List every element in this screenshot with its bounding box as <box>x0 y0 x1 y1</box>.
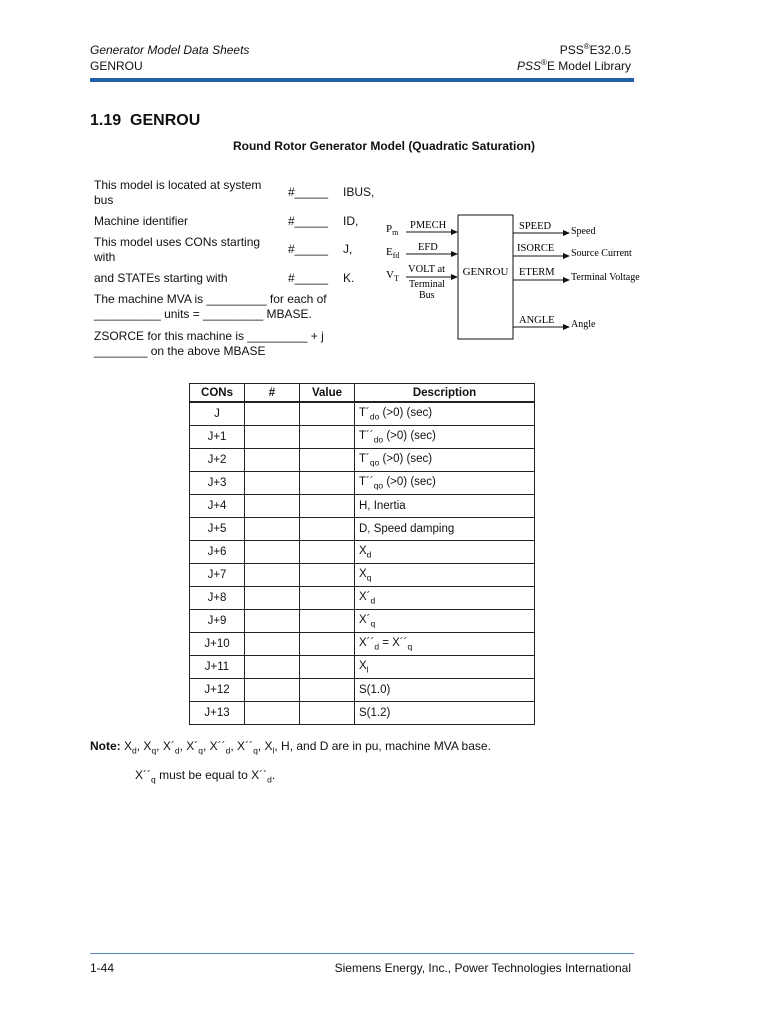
cell-con: J+13 <box>190 702 245 725</box>
cell-number <box>245 702 300 725</box>
output-speed-desc: Speed <box>571 226 596 237</box>
info-label-states: and STATEs starting with <box>94 271 228 285</box>
cell-con: J+3 <box>190 472 245 495</box>
header-model-name: GENROU <box>90 59 143 73</box>
input-pmech-signal: PMECH <box>410 220 447 231</box>
cell-number <box>245 679 300 702</box>
cell-number <box>245 495 300 518</box>
input-volt-signal-line2: Terminal <box>409 279 445 290</box>
cons-table <box>189 383 535 725</box>
table-row <box>190 426 535 449</box>
info-label-bus: This model is located at system bus <box>94 178 262 207</box>
output-speed-signal: SPEED <box>519 221 552 232</box>
info-suffix-id: ID, <box>343 214 359 228</box>
genrou-block-diagram <box>380 205 660 345</box>
cell-value <box>300 587 355 610</box>
cell-number <box>245 472 300 495</box>
table-row <box>190 610 535 633</box>
cell-con: J+6 <box>190 541 245 564</box>
info-suffix-bus: IBUS, <box>343 185 375 199</box>
cell-con: J+8 <box>190 587 245 610</box>
cell-description: $X´_q$ <box>355 610 535 633</box>
cell-value <box>300 564 355 587</box>
cell-number <box>245 633 300 656</box>
table-row <box>190 702 535 725</box>
table-row <box>190 541 535 564</box>
cell-description: S(1.0) <box>355 679 535 702</box>
info-zsorce-line1: ZSORCE for this machine is _________ + j <box>94 329 324 343</box>
input-vt-symbol: $V_T$ <box>386 269 399 283</box>
section-title: 1.19 GENROU <box>90 112 201 129</box>
cell-value <box>300 426 355 449</box>
output-isorce-signal: ISORCE <box>517 243 555 254</box>
cell-description: D, Speed damping <box>355 518 535 541</box>
cell-con: J+11 <box>190 656 245 679</box>
input-efd-signal: EFD <box>418 242 438 253</box>
cell-value <box>300 633 355 656</box>
cell-number <box>245 564 300 587</box>
info-field-id: #_____ <box>288 214 329 228</box>
cell-number <box>245 610 300 633</box>
input-pm-symbol: $P_m$ <box>386 223 399 237</box>
cell-value <box>300 679 355 702</box>
table-row <box>190 402 535 426</box>
input-efd-symbol: $E_{fd}$ <box>386 246 400 260</box>
cell-con: J+2 <box>190 449 245 472</box>
cell-description: $T´_{do}$ (>0) (sec) <box>355 402 535 426</box>
note-text: $X_d$, $X_q$, $X´_d$, $X´_q$, $X´´_d$, $X´´_q$, $X_l$, H, and D are in pu, machine MVA base. <box>124 739 491 756</box>
table-row <box>190 564 535 587</box>
info-zsorce-line2: ________ on the above MBASE <box>94 344 266 358</box>
cell-value <box>300 449 355 472</box>
cell-value <box>300 518 355 541</box>
input-volt-signal-line3: Bus <box>419 290 435 301</box>
cell-con: J <box>190 402 245 426</box>
footer-rule <box>90 953 634 954</box>
cell-number <box>245 587 300 610</box>
cell-number <box>245 402 300 426</box>
info-label-cons: This model uses CONs starting with <box>94 235 261 264</box>
cell-con: J+4 <box>190 495 245 518</box>
cell-value <box>300 702 355 725</box>
note-label: Note: <box>90 739 121 753</box>
info-mva-line1: The machine MVA is _________ for each of <box>94 292 327 306</box>
table-row <box>190 495 535 518</box>
cell-value <box>300 610 355 633</box>
table-row <box>190 656 535 679</box>
cell-value <box>300 472 355 495</box>
note-line2: $X´´_q$ must be equal to $X´´_d$. <box>135 768 276 785</box>
output-eterm-signal: ETERM <box>519 267 555 278</box>
header-number: # <box>245 384 300 403</box>
info-suffix-states: K. <box>343 271 355 285</box>
cell-con: J+10 <box>190 633 245 656</box>
header-product-version: PSS®E32.0.5 <box>559 42 631 57</box>
footer-company: Siemens Energy, Inc., Power Technologies International <box>334 961 631 975</box>
cell-number <box>245 426 300 449</box>
header-value: Value <box>300 384 355 403</box>
cell-description: $X_l$ <box>355 656 535 679</box>
cell-number <box>245 449 300 472</box>
info-mva-line2: __________ units = _________ MBASE. <box>94 307 312 321</box>
cell-value <box>300 541 355 564</box>
info-suffix-cons: J, <box>343 242 353 256</box>
cell-value <box>300 495 355 518</box>
cell-value <box>300 402 355 426</box>
table-row <box>190 472 535 495</box>
output-isorce-desc: Source Current <box>571 248 632 259</box>
cell-description: $T´´_{do}$ (>0) (sec) <box>355 426 535 449</box>
note <box>90 739 491 758</box>
cell-description: S(1.2) <box>355 702 535 725</box>
info-label-id: Machine identifier <box>94 214 189 228</box>
header-doc-title: Generator Model Data Sheets <box>90 43 250 57</box>
output-angle-signal: ANGLE <box>519 315 555 326</box>
info-field-cons: #_____ <box>288 242 329 256</box>
cons-table-header-row <box>190 384 535 403</box>
cell-value <box>300 656 355 679</box>
section-subtitle: Round Rotor Generator Model (Quadratic Saturation) <box>232 139 535 153</box>
cell-con: J+9 <box>190 610 245 633</box>
output-eterm-desc: Terminal Voltage <box>571 272 640 283</box>
cell-description: $X´´_d$ = $X´´_q$ <box>355 633 535 656</box>
footer-page-number: 1-44 <box>90 961 115 975</box>
table-row <box>190 518 535 541</box>
cell-number <box>245 518 300 541</box>
header-library-name: PSS®E Model Library <box>517 58 631 73</box>
cell-con: J+1 <box>190 426 245 449</box>
cell-con: J+5 <box>190 518 245 541</box>
cell-description: $T´´_{qo}$ (>0) (sec) <box>355 472 535 495</box>
info-field-bus: #_____ <box>288 185 329 199</box>
cell-description: $X_q$ <box>355 564 535 587</box>
cell-con: J+12 <box>190 679 245 702</box>
table-row <box>190 633 535 656</box>
cell-number <box>245 656 300 679</box>
output-angle-desc: Angle <box>571 319 596 330</box>
block-label: GENROU <box>462 266 509 278</box>
header-cons: CONs <box>190 384 245 403</box>
header-description: Description <box>355 384 535 403</box>
cell-number <box>245 541 300 564</box>
cell-description: $X_d$ <box>355 541 535 564</box>
cell-description: $X´_d$ <box>355 587 535 610</box>
cell-description: H, Inertia <box>355 495 535 518</box>
table-row <box>190 587 535 610</box>
input-volt-signal: VOLT at <box>408 264 446 275</box>
table-row <box>190 679 535 702</box>
cell-con: J+7 <box>190 564 245 587</box>
info-field-states: #_____ <box>288 271 329 285</box>
header-rule <box>90 78 634 82</box>
cell-description: $T´_{qo}$ (>0) (sec) <box>355 449 535 472</box>
table-row <box>190 449 535 472</box>
